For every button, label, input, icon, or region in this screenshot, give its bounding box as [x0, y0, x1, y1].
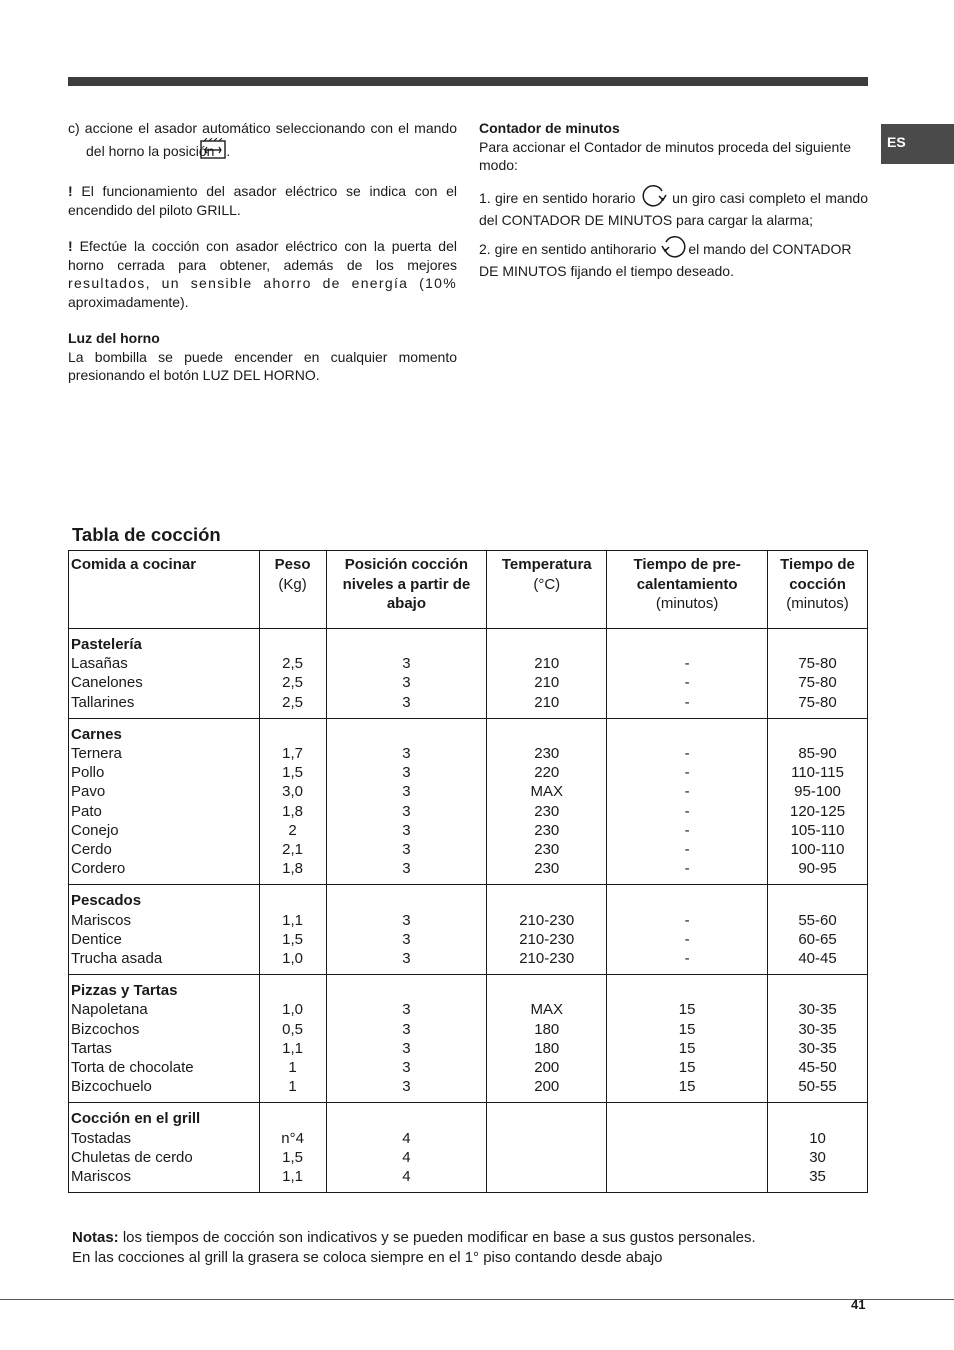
- times-value: 55-60: [798, 911, 837, 929]
- food-name: Pollo: [71, 764, 105, 782]
- weights-value: 2: [288, 821, 297, 839]
- preheat-value: -: [684, 783, 690, 801]
- table-group-row: [69, 629, 868, 719]
- preheat-value: 15: [678, 1078, 696, 1096]
- positions-value: 3: [402, 693, 411, 711]
- cooking-table: [68, 550, 868, 1193]
- positions-value: 3: [402, 745, 411, 763]
- footer-rule: [0, 1299, 954, 1300]
- times-value: 105-110: [790, 821, 845, 839]
- category-label: Carnes: [71, 725, 122, 743]
- temps-value: 230: [534, 802, 560, 820]
- weights-value: 1,8: [282, 802, 304, 820]
- positions-value: 3: [402, 1001, 411, 1019]
- positions-value: 3: [402, 1039, 411, 1057]
- times-value: 85-90: [798, 745, 837, 763]
- weights-value: 1: [288, 1059, 297, 1077]
- times-value: 45-50: [798, 1059, 837, 1077]
- food-name: Pato: [71, 802, 102, 820]
- positions-value: 3: [402, 1059, 411, 1077]
- oven-light-text: La bombilla se puede encender en cualquier momento presionando el botón LUZ DEL HORNO.: [68, 348, 457, 383]
- temps-value: 230: [534, 821, 560, 839]
- temps-value: 210: [534, 693, 560, 711]
- temps-value: 180: [534, 1039, 560, 1057]
- temps-value: 210: [534, 674, 560, 692]
- temps-value: 210-230: [519, 950, 575, 968]
- times-value: 30: [809, 1148, 826, 1166]
- weights-value: 1,0: [282, 1001, 304, 1019]
- temps-cell: [487, 718, 607, 885]
- preheat-value: 15: [678, 1059, 696, 1077]
- preheat-value: [607, 1129, 767, 1148]
- preheat-value: -: [684, 821, 690, 839]
- preheat-cell: [607, 1103, 768, 1193]
- positions-value: 3: [402, 1020, 411, 1038]
- weights-value: 3,0: [282, 783, 304, 801]
- table-group-row: [69, 975, 868, 1103]
- food-name: Tartas: [71, 1039, 112, 1057]
- weights-cell: [259, 1103, 326, 1193]
- preheat-value: -: [684, 764, 690, 782]
- preheat-value: 15: [678, 1020, 696, 1038]
- temps-cell: [487, 629, 607, 719]
- positions-value: 3: [402, 1078, 411, 1096]
- times-value: 110-115: [791, 764, 844, 782]
- food-cell: [69, 1103, 260, 1193]
- header-weight: Peso (Kg): [259, 551, 326, 629]
- positions-value: 3: [402, 802, 411, 820]
- preheat-value: -: [684, 674, 690, 692]
- weights-cell: [259, 885, 326, 975]
- food-name: Bizcochuelo: [71, 1078, 152, 1096]
- counterclockwise-arrow-icon: [660, 234, 688, 263]
- paragraph-grill-indicator: ! El funcionamiento del asador eléctrico se indica con el encendido del piloto GRILL.: [68, 183, 457, 218]
- times-value: 40-45: [798, 950, 837, 968]
- weights-value: 1,1: [282, 1168, 304, 1186]
- category-label: Pastelería: [71, 636, 142, 653]
- positions-value: 3: [402, 930, 411, 948]
- notes: Notas: los tiempos de cocción son indicativos y se pueden modificar en base a sus gustos personales. En las cocciones al grill la grasera se coloca siempre en el 1° piso contando desde abajo: [72, 1229, 756, 1266]
- temps-cell: [487, 975, 607, 1103]
- temps-value: 210: [534, 655, 560, 673]
- header-position: Posición cocción niveles a partir de abajo: [326, 551, 487, 629]
- times-cell: [768, 885, 868, 975]
- food-name: Trucha asada: [71, 950, 163, 968]
- positions-cell: [326, 629, 487, 719]
- positions-value: 3: [402, 674, 411, 692]
- food-name: Lasañas: [71, 655, 128, 673]
- preheat-value: [607, 1148, 767, 1167]
- category-label: Pescados: [71, 892, 142, 910]
- positions-cell: [326, 1103, 487, 1193]
- times-value: 60-65: [798, 930, 837, 948]
- header-temperature: Temperatura (°C): [487, 551, 607, 629]
- times-value: 30-35: [798, 1039, 837, 1057]
- preheat-value: -: [684, 841, 690, 859]
- page-number: 41: [851, 1297, 866, 1312]
- preheat-value: -: [684, 930, 690, 948]
- header-bar: [68, 77, 868, 86]
- temps-cell: [487, 885, 607, 975]
- times-value: 35: [809, 1168, 826, 1186]
- weights-value: 1,1: [282, 1039, 304, 1057]
- paragraph-door-closed: ! Efectúe la cocción con asador eléctrico con la puerta del horno cerrada para obtener, además de los mejores resultados, un sensible ahorro de energía (10% aproximadamente).: [68, 238, 457, 310]
- positions-value: 3: [402, 860, 411, 878]
- weights-value: 1,5: [282, 764, 304, 782]
- food-name: Cerdo: [71, 841, 112, 859]
- weights-value: 1,0: [282, 950, 304, 968]
- times-value: 30-35: [798, 1001, 837, 1019]
- times-value: 100-110: [790, 841, 845, 859]
- preheat-value: -: [684, 950, 690, 968]
- food-name: Cordero: [71, 860, 126, 878]
- food-cell: [69, 629, 260, 719]
- positions-cell: [326, 718, 487, 885]
- times-value: 90-95: [798, 860, 837, 878]
- positions-value: 3: [402, 950, 411, 968]
- timer-intro: Para accionar el Contador de minutos proceda del siguiente modo:: [479, 138, 852, 173]
- preheat-cell: [607, 885, 768, 975]
- preheat-value: 15: [678, 1039, 696, 1057]
- weights-value: 1,5: [282, 1148, 304, 1166]
- positions-value: 3: [402, 655, 411, 673]
- times-value: 30-35: [798, 1020, 837, 1038]
- weights-value: 2,5: [282, 674, 304, 692]
- weights-value: 2,1: [282, 841, 304, 859]
- positions-value: 3: [402, 911, 411, 929]
- positions-value: 3: [402, 841, 411, 859]
- weights-value: 2,5: [282, 693, 304, 711]
- weights-value: 1,1: [282, 911, 304, 929]
- preheat-value: -: [684, 911, 690, 929]
- food-name: Mariscos: [71, 911, 132, 929]
- food-name: Mariscos: [71, 1168, 132, 1186]
- food-name: Napoletana: [71, 1001, 148, 1019]
- header-preheat: Tiempo de pre-calentamiento (minutos): [607, 551, 768, 629]
- food-name: Pavo: [71, 783, 106, 801]
- warning-mark: !: [68, 238, 73, 254]
- paragraph-rotisserie: c) accione el asador automático seleccionando con el mando del horno la posición .: [68, 119, 457, 164]
- times-value: 75-80: [798, 674, 837, 692]
- weights-value: n°4: [281, 1129, 304, 1147]
- preheat-value: -: [684, 860, 690, 878]
- preheat-value: [607, 1167, 767, 1186]
- language-tab: ES: [881, 124, 954, 164]
- food-name: Conejo: [71, 821, 119, 839]
- weights-value: 1,5: [282, 930, 304, 948]
- header-cooking-time: Tiempo de cocción (minutos): [768, 551, 868, 629]
- food-name: Ternera: [71, 745, 122, 763]
- preheat-value: -: [684, 745, 690, 763]
- notes-label: Notas:: [72, 1229, 119, 1246]
- temps-value: 230: [534, 860, 560, 878]
- oven-light-title: Luz del horno: [68, 330, 160, 346]
- times-cell: [768, 629, 868, 719]
- timer-title: Contador de minutos: [479, 120, 620, 136]
- temps-value: 200: [534, 1059, 560, 1077]
- header-food: Comida a cocinar: [69, 551, 260, 629]
- preheat-value: -: [684, 655, 690, 673]
- timer-step-1: 1. gire en sentido horario un giro casi completo el mando del CONTADOR DE MINUTOS para cargar la alarma;: [479, 183, 868, 230]
- times-value: 50-55: [798, 1078, 837, 1096]
- weights-value: 0,5: [282, 1020, 304, 1038]
- left-column: [68, 119, 457, 385]
- times-cell: [768, 1103, 868, 1193]
- temps-cell: [487, 1103, 607, 1193]
- weights-cell: [259, 975, 326, 1103]
- preheat-value: 15: [678, 1001, 696, 1019]
- table-header-row: [69, 551, 868, 629]
- preheat-cell: [607, 975, 768, 1103]
- positions-cell: [326, 885, 487, 975]
- positions-value: 4: [402, 1168, 411, 1186]
- weights-cell: [259, 629, 326, 719]
- temps-value: MAX: [530, 1001, 564, 1019]
- temps-value: 230: [534, 745, 560, 763]
- food-name: Tallarines: [71, 693, 135, 711]
- food-name: Dentice: [71, 930, 122, 948]
- weights-value: 2,5: [282, 655, 304, 673]
- table-group-row: [69, 1103, 868, 1193]
- positions-cell: [326, 975, 487, 1103]
- food-name: Torta de chocolate: [71, 1059, 194, 1077]
- temps-value: 210-230: [519, 911, 575, 929]
- clockwise-arrow-icon: [640, 183, 668, 212]
- preheat-value: -: [684, 802, 690, 820]
- temps-value: 230: [534, 841, 560, 859]
- preheat-cell: [607, 718, 768, 885]
- times-cell: [768, 975, 868, 1103]
- category-label: Cocción en el grill: [71, 1110, 201, 1128]
- right-column: [479, 119, 868, 281]
- times-cell: [768, 718, 868, 885]
- temps-value: [487, 1167, 606, 1186]
- times-value: 75-80: [798, 693, 837, 711]
- food-cell: [69, 975, 260, 1103]
- category-label: Pizzas y Tartas: [71, 982, 178, 1000]
- times-value: 75-80: [798, 655, 837, 673]
- positions-value: 3: [402, 821, 411, 839]
- food-cell: [69, 718, 260, 885]
- temps-value: 200: [534, 1078, 560, 1096]
- food-name: Tostadas: [71, 1129, 132, 1147]
- food-name: Bizcochos: [71, 1020, 140, 1038]
- times-value: 95-100: [794, 783, 841, 801]
- timer-step-2: 2. gire en sentido antihorario el mando del CONTADOR DE MINUTOS fijando el tiempo deseado.: [479, 234, 868, 281]
- table-group-row: [69, 885, 868, 975]
- temps-value: MAX: [530, 783, 564, 801]
- positions-value: 3: [402, 783, 411, 801]
- positions-value: 3: [402, 764, 411, 782]
- temps-value: [487, 1148, 606, 1167]
- food-name: Chuletas de cerdo: [71, 1148, 193, 1166]
- times-value: 10: [809, 1129, 826, 1147]
- table-group-row: [69, 718, 868, 885]
- food-name: Canelones: [71, 674, 143, 692]
- preheat-value: -: [684, 693, 690, 711]
- warning-mark: !: [68, 183, 73, 199]
- temps-value: 210-230: [519, 930, 575, 948]
- temps-value: [487, 1129, 606, 1148]
- food-cell: [69, 885, 260, 975]
- weights-value: 1: [288, 1078, 297, 1096]
- weights-cell: [259, 718, 326, 885]
- temps-value: 180: [534, 1020, 560, 1038]
- table-title: Tabla de cocción: [72, 524, 221, 545]
- preheat-cell: [607, 629, 768, 719]
- weights-value: 1,7: [282, 745, 304, 763]
- times-value: 120-125: [790, 802, 846, 820]
- positions-value: 4: [402, 1129, 411, 1147]
- positions-value: 4: [402, 1148, 411, 1166]
- temps-value: 220: [534, 764, 560, 782]
- weights-value: 1,8: [282, 860, 304, 878]
